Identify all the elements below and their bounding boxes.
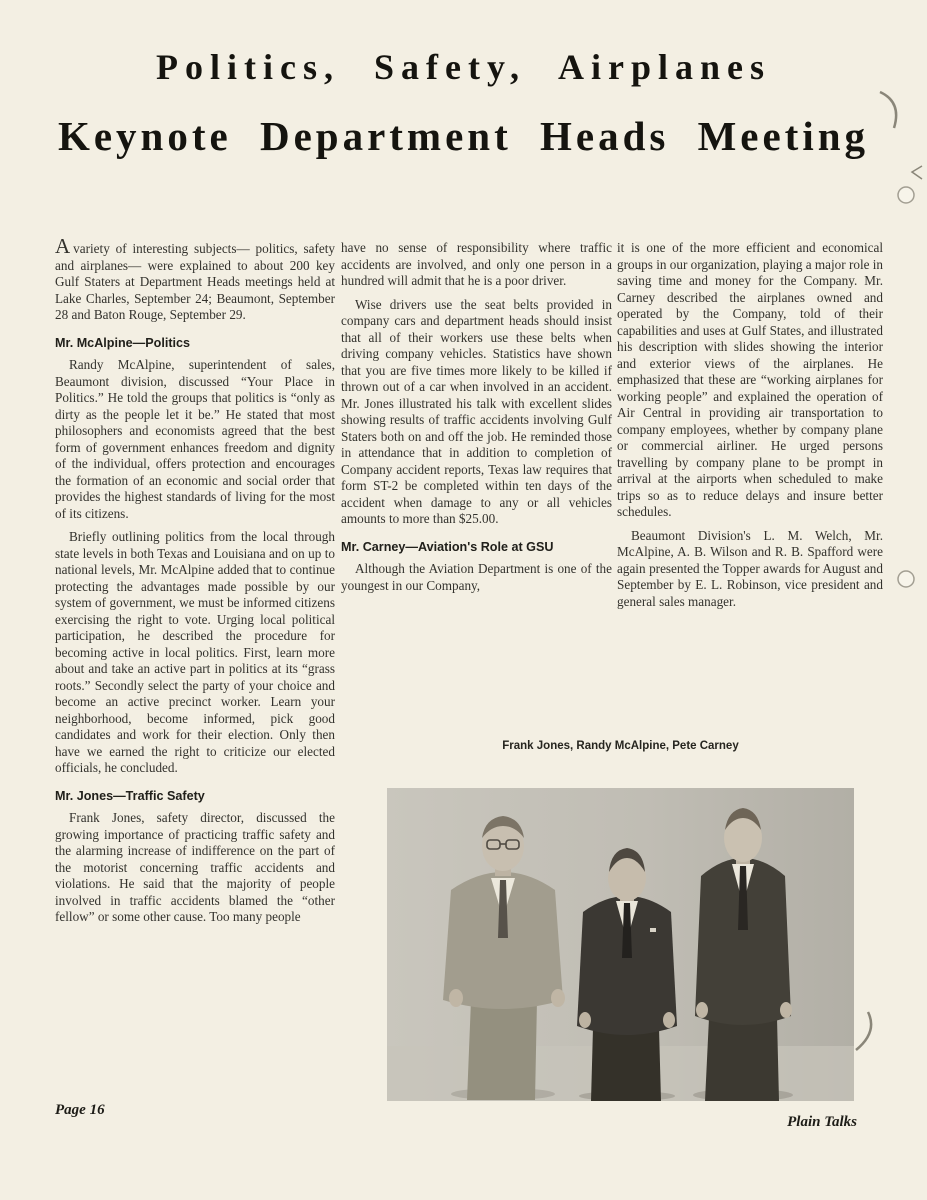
paragraph-jones-3: Wise drivers use the seat belts provided in company cars and department heads should insist that all of their workers use these belts when driving company vehicles. Statistics have shown that you are five times more likely to be killed if thrown out of a car when involved in an accident. Mr. Jones illustrated his talk with excellent slides showing results of traffic accidents involving Gulf Staters both on and off the job. He reminded those in attendance that in addition to completion of Company accident reports, Texas law requires that form ST-2 be completed within ten days of the accident when damage to any or all vehicles amounts to more than $25.00. [341,296,612,526]
publication-name: Plain Talks [787,1114,857,1130]
paragraph-awards: Beaumont Division's L. M. Welch, Mr. McAlpine, A. B. Wilson and R. B. Spafford were again presented the Topper awards for August and September by E. L. Robinson, vice president and general sales manager. [617,527,883,609]
group-photo [387,788,854,1101]
page-number: Page 16 [55,1102,105,1118]
punch-hole-bottom [898,571,914,587]
punch-hole-top [898,187,914,203]
photo-caption: Frank Jones, Randy McAlpine, Pete Carney [502,740,739,752]
heading-mcalpine-politics: Mr. McAlpine—Politics [55,335,191,350]
paragraph-mcalpine-2: Briefly outlining politics from the local through state levels in both Texas and Louisiana and on up to national levels, Mr. McAlpine added that to continue protecting the advantages made possible by our system of government, we must be informed citizens exercising the right to vote. Urging local political participation, he described the procedure for becoming active in local politics. First, learn more about and take an active part in politics at its “grass roots.” Secondly select the party of your choice and become an active precinct worker. Learn your neighborhood, become informed, pick good candidates and work for their election. Only then have we earned the right to criticize our elected officials, he concluded. [55,529,335,775]
intro-paragraph [55,234,335,324]
paragraph-carney-1: Although the Aviation Department is one of the youngest in our Company, [341,561,612,593]
group-photo-illustration [387,788,854,1101]
column-2 [341,240,612,601]
paragraph-mcalpine-1: Randy McAlpine, superintendent of sales, Beaumont division, discussed “Your Place in Politics.” He told the groups that politics is “only as dirty as the people let it be.” He stated that most philosophers and economists agreed that the best form of government enhances freedom and dignity of the individual, offers protection and encourages the formation of an economic and social order that provides the highest standards of living for the most of its citizens. [55,357,335,521]
page-title-line1: Politics, Safety, Airplanes [156,47,771,87]
heading-carney-aviation: Mr. Carney—Aviation's Role at GSU [341,539,554,554]
initial-cap: A [55,234,71,258]
column-1 [55,234,335,933]
paragraph-carney-2: it is one of the more efficient and economical groups in our organization, playing a major role in saving time and money for the Company. Mr. Carney described the airplanes owned and operated by the Company, told of their capabilities and uses at Gulf States, and illustrated his description with slides showing the interior and exterior views of the airplanes. He emphasized that these are “working airplanes for working people” and explained the operation of Air Central in providing air transportation to company employees, whether by company plane or commercial airliner. He urged persons travelling by company plane to be prompt in arrival at the airports when scheduled to make trips so as to reduce delays and insure better schedules. [617,240,884,519]
column-3 [617,240,883,617]
intro-text: variety of interesting subjects— politics, safety and airplanes— were explained to about 200 key Gulf Staters at Department Heads meetings held at Lake Charles, September 24; Beaumont, September 28 and Baton Rouge, September 29. [55,241,335,322]
page-title-line2: Keynote Department Heads Meeting [57,113,870,159]
heading-jones-traffic-safety: Mr. Jones—Traffic Safety [55,788,205,803]
paragraph-jones-1: Frank Jones, safety director, discussed the growing importance of practicing traffic safety and the alarming increase of indifference on the part of the motorist concerning traffic accidents and violations. He said that the majority of people involved in traffic accidents blamed the “other fellow” or some other cause. Too many people [55,810,335,924]
paragraph-jones-2: have no sense of responsibility where traffic accidents are involved, and only one person in a hundred will admit that he is a poor driver. [341,240,612,288]
edge-mark [912,166,922,179]
page-curl-bottom [856,1012,871,1050]
